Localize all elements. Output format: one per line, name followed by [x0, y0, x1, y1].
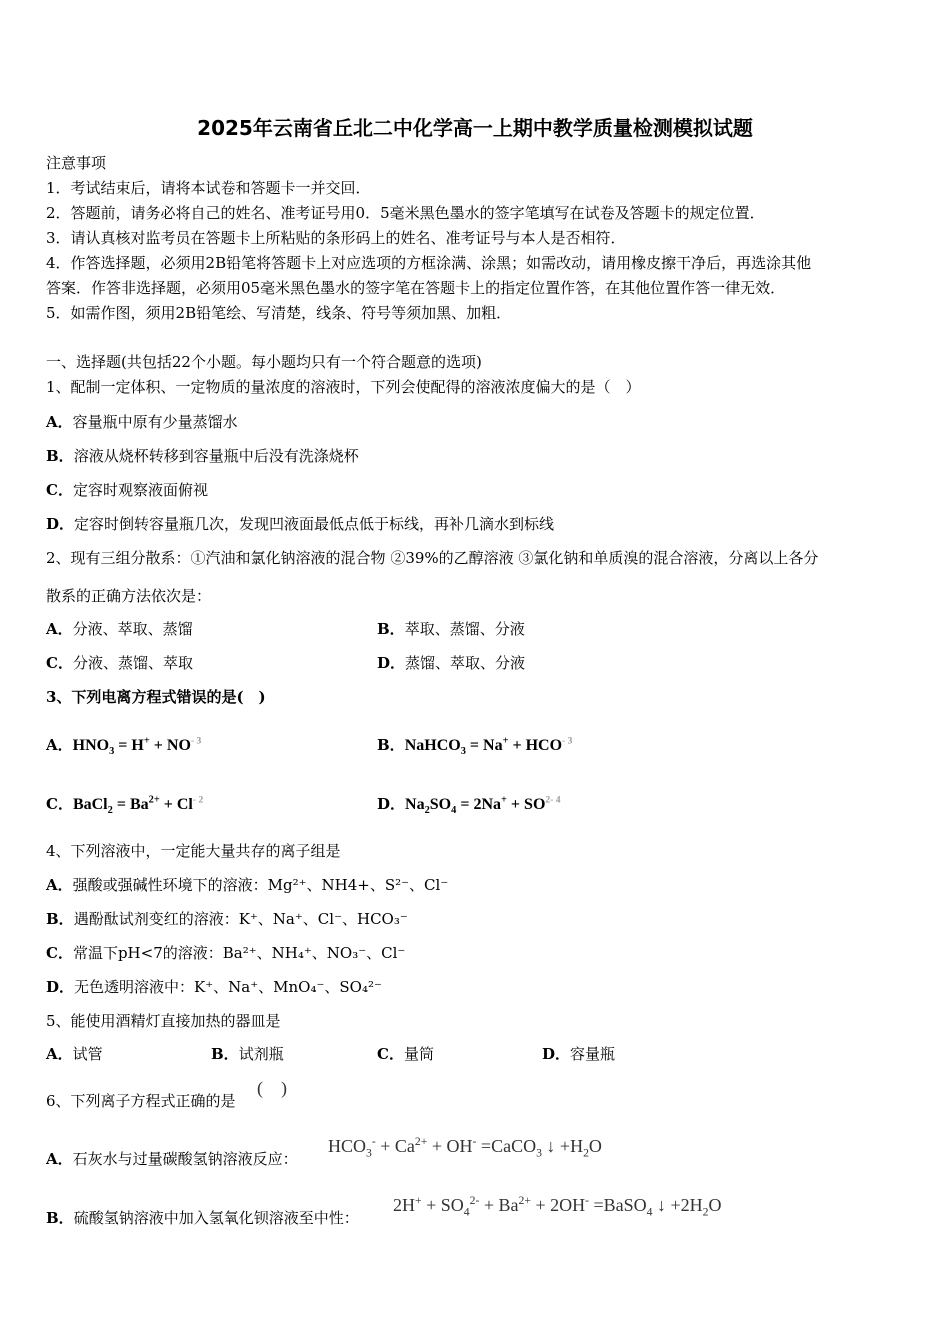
- option-text: 定容时倒转容量瓶几次，发现凹液面最低点低于标线，再补几滴水到标线: [74, 515, 555, 533]
- formula-part: + SO: [421, 1195, 464, 1215]
- q6-option-a: [46, 1148, 298, 1169]
- formula: [72, 735, 202, 758]
- formula-part: 2+: [148, 794, 160, 806]
- notice-item: 3．请认真核对监考员在答题卡上所粘贴的条形码上的姓名、准考证号与本人是否相符．: [46, 229, 626, 247]
- formula-part: = Ba: [112, 796, 149, 813]
- formula-part: + Ba: [479, 1195, 519, 1215]
- q2-option-b: [377, 618, 525, 639]
- q5-option-a: [46, 1043, 103, 1064]
- formula-part: =BaSO: [589, 1195, 647, 1215]
- formula: [393, 1194, 722, 1219]
- question-2-stem: 2、现有三组分散系：①汽油和氯化钠溶液的混合物 ②39%的乙醇溶液 ③氯化钠和单质溴的混合溶液，分离以上各分: [46, 549, 819, 567]
- formula: [328, 1135, 602, 1160]
- formula-part: 2+: [518, 1194, 531, 1207]
- option-letter: C．: [46, 654, 73, 672]
- formula-part: + OH: [427, 1136, 473, 1156]
- option-letter: B．: [46, 1209, 74, 1227]
- option-letter: D．: [46, 978, 75, 996]
- option-text: 溶液从烧杯转移到容量瓶中后没有洗涤烧杯: [73, 447, 359, 465]
- notice-item: 5．如需作图，须用2B铅笔绘、写清楚，线条、符号等须加黑、加粗．: [46, 304, 512, 322]
- option-letter: D．: [377, 795, 406, 813]
- formula-part: O: [708, 1195, 722, 1215]
- question-3-stem: 3、下列电离方程式错误的是( ): [46, 688, 266, 706]
- formula-part: SO: [429, 796, 452, 813]
- option-text: 硫酸氢钠溶液中加入氢氧化钡溶液至中性：: [73, 1209, 359, 1227]
- formula-part: HCO: [328, 1136, 367, 1156]
- option-letter: B．: [377, 736, 405, 754]
- option-letter: C．: [46, 481, 73, 499]
- formula-part: O: [588, 1136, 602, 1156]
- q4-option-d: [46, 976, 382, 997]
- option-letter: C．: [46, 795, 73, 813]
- formula-part: =CaCO: [476, 1136, 537, 1156]
- notice-item: 1．考试结束后，请将本试卷和答题卡一并交回．: [46, 179, 371, 197]
- formula-part: = 2Na: [456, 796, 501, 813]
- option-text: 萃取、蒸馏、分液: [404, 620, 525, 638]
- option-letter: D．: [377, 654, 406, 672]
- formula-part: +: [143, 735, 150, 747]
- q3-option-c: [46, 793, 203, 816]
- formula-part: 2: [107, 805, 113, 817]
- page-title: 2025年云南省丘北二中化学高一上期中教学质量检测模拟试题: [197, 116, 753, 140]
- option-text: 石灰水与过量碳酸氢钠溶液反应：: [72, 1150, 298, 1168]
- formula-part: - 3: [562, 735, 573, 747]
- option-text: 蒸馏、萃取、分液: [405, 654, 526, 672]
- option-letter: A．: [46, 736, 73, 754]
- notice-item: 答案．作答非选择题，必须用05毫米黑色墨水的签字笔在答题卡上的指定位置作答，在其他位置作答一律无效．: [46, 279, 786, 297]
- formula-part: ↓ +H: [541, 1136, 584, 1156]
- formula-part: 2+: [414, 1135, 428, 1148]
- question-6-stem: 6、下列离子方程式正确的是: [46, 1092, 236, 1110]
- formula-part: + HCO: [508, 737, 563, 754]
- formula-part: +: [415, 1194, 422, 1207]
- option-text: 定容时观察液面俯视: [72, 481, 208, 499]
- formula-part: 4: [646, 1205, 653, 1219]
- formula-part: -: [371, 1135, 376, 1148]
- formula-part: +: [501, 794, 507, 806]
- q6-option-b: [46, 1207, 359, 1228]
- option-text: 遇酚酞试剂变红的溶液：K⁺、Na⁺、Cl⁻、HCO₃⁻: [73, 910, 408, 928]
- q1-option-c: [46, 479, 208, 500]
- formula-part: 3: [109, 746, 115, 758]
- formula-part: 2- 4: [545, 794, 561, 806]
- option-letter: A．: [46, 413, 73, 431]
- formula-part: ↓ +2H: [652, 1195, 703, 1215]
- option-text: 容量瓶: [570, 1045, 616, 1063]
- section-heading: 一、选择题(共包括22个小题。每小题均只有一个符合题意的选项): [46, 353, 482, 371]
- option-text: 分液、蒸馏、萃取: [72, 654, 193, 672]
- option-text: 强酸或强碱性环境下的溶液：Mg²⁺、NH4+、S²⁻、Cl⁻: [72, 876, 449, 894]
- formula-part: = Na: [465, 737, 503, 754]
- formula-part: 4: [451, 805, 457, 817]
- q2-option-a: [46, 618, 193, 639]
- formula-part: HNO: [72, 737, 110, 754]
- notice-item: 2．答题前，请务必将自己的姓名、准考证号用0．5毫米黑色墨水的签字笔填写在试卷及答题卡的规定位置．: [46, 204, 765, 222]
- formula-part: - 2: [192, 794, 204, 806]
- question-4-stem: 4、下列溶液中，一定能大量共存的离子组是: [46, 842, 341, 860]
- option-letter: A．: [46, 1045, 73, 1063]
- formula-part: 2: [702, 1205, 709, 1219]
- formula: [404, 735, 573, 758]
- option-letter: B．: [377, 620, 405, 638]
- formula-part: NaHCO: [404, 737, 461, 754]
- formula-part: 3: [366, 1146, 372, 1160]
- question-1-stem: 1、配制一定体积、一定物质的量浓度的溶液时，下列会使配得的溶液浓度偏大的是（ ）: [46, 378, 641, 396]
- answer-paren: ( ): [257, 1078, 287, 1098]
- formula-part: 4: [463, 1205, 470, 1219]
- notice-heading: 注意事项: [46, 154, 107, 172]
- formula-part: +: [502, 735, 509, 747]
- question-2-stem-cont: 散系的正确方法依次是：: [46, 587, 212, 605]
- formula: [72, 794, 204, 817]
- formula-part: -: [585, 1194, 590, 1207]
- formula-part: -: [472, 1135, 477, 1148]
- option-text: 常温下pH<7的溶液：Ba²⁺、NH₄⁺、NO₃⁻、Cl⁻: [72, 944, 406, 962]
- formula-part: BaCl: [72, 796, 108, 813]
- option-letter: D．: [46, 515, 75, 533]
- notice-item: 4．作答选择题，必须用2B铅笔将答题卡上对应选项的方框涂满、涂黑；如需改动，请用橡皮擦干净后，再选涂其他: [46, 254, 812, 272]
- formula-part: - 3: [190, 735, 202, 747]
- q5-option-c: [377, 1043, 434, 1064]
- formula-part: 3: [536, 1146, 542, 1160]
- formula-part: Na: [405, 796, 425, 813]
- option-text: 分液、萃取、蒸馏: [72, 620, 193, 638]
- q4-option-a: [46, 874, 448, 895]
- option-letter: B．: [46, 447, 74, 465]
- option-letter: A．: [46, 876, 73, 894]
- formula-part: 2-: [469, 1194, 480, 1207]
- q3-option-d: [377, 793, 561, 816]
- q5-option-b: [211, 1043, 284, 1064]
- option-text: 容量瓶中原有少量蒸馏水: [72, 413, 238, 431]
- option-text: 试管: [72, 1045, 103, 1063]
- option-letter: A．: [46, 1150, 73, 1168]
- q4-option-c: [46, 942, 405, 963]
- q2-option-c: [46, 652, 193, 673]
- formula-part: + Cl: [159, 796, 193, 813]
- q5-option-d: [542, 1043, 615, 1064]
- q3-option-a: [46, 734, 201, 757]
- formula-part: + Ca: [375, 1136, 415, 1156]
- option-letter: B．: [46, 910, 74, 928]
- q2-option-d: [377, 652, 525, 673]
- option-text: 无色透明溶液中：K⁺、Na⁺、MnO₄⁻、SO₄²⁻: [74, 978, 382, 996]
- formula: [405, 794, 561, 817]
- q3-option-b: [377, 734, 572, 757]
- q1-option-d: [46, 513, 554, 534]
- formula-part: 3: [460, 746, 466, 758]
- formula-part: + SO: [506, 796, 546, 813]
- option-letter: D．: [542, 1045, 571, 1063]
- formula-part: 2H: [393, 1195, 415, 1215]
- question-5-stem: 5、能使用酒精灯直接加热的器皿是: [46, 1012, 281, 1030]
- option-letter: C．: [377, 1045, 404, 1063]
- formula-part: + 2OH: [530, 1195, 586, 1215]
- q1-option-a: [46, 411, 238, 432]
- formula-part: 2: [424, 805, 430, 817]
- option-letter: A．: [46, 620, 73, 638]
- q1-option-b: [46, 445, 359, 466]
- formula-part: 2: [583, 1146, 589, 1160]
- option-text: 量筒: [403, 1045, 434, 1063]
- option-text: 试剂瓶: [238, 1045, 284, 1063]
- formula-part: = H: [114, 737, 144, 754]
- option-letter: B．: [211, 1045, 239, 1063]
- q4-option-b: [46, 908, 408, 929]
- option-letter: C．: [46, 944, 73, 962]
- formula-part: + NO: [149, 737, 191, 754]
